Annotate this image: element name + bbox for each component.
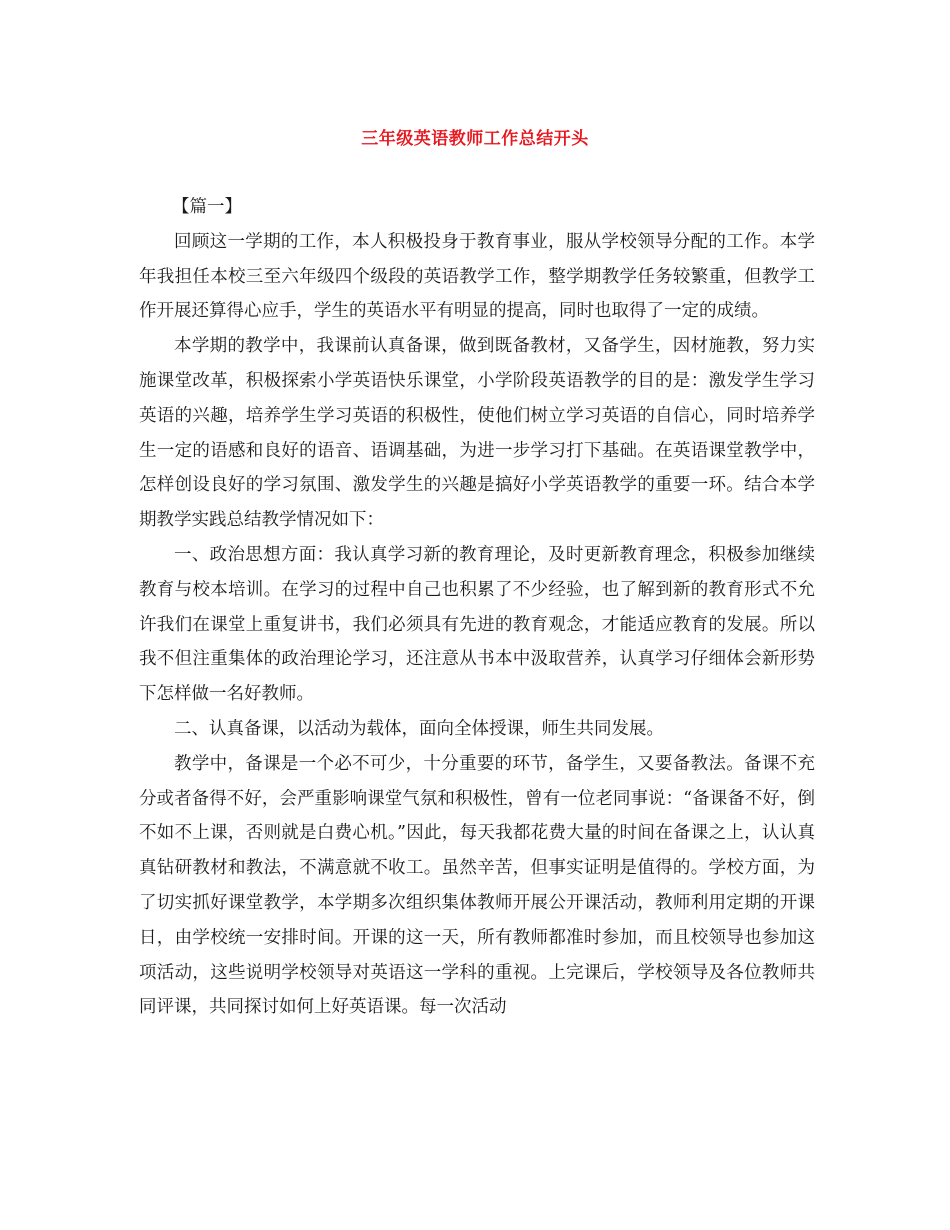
paragraph-5: 教学中，备课是一个必不可少，十分重要的环节，备学生，又要备教法。备课不充分或者备得不好，会严重影响课堂气氛和积极性，曾有一位老同事说：“备课备不好，倒不如不上课，否则就是白费心机。”因此，每天我都花费大量的时间在备课之上，认认真真钻研教材和教法，不满意就不收工。虽然辛苦，但事实证明是值得的。学校方面，为了切实抓好课堂教学，本学期多次组织集体教师开展公开课活动，教师利用定期的开课日，由学校统一安排时间。开课的这一天，所有教师都准时参加，而且校领导也参加这项活动，这些说明学校领导对英语这一学科的重视。上完课后，学校领导及各位教师共同评课，共同探讨如何上好英语课。每一次活动 <box>139 753 815 1018</box>
document-body <box>139 190 815 1025</box>
document-title: 三年级英语教师工作总结开头 <box>361 129 589 149</box>
paragraph-4: 二、认真备课，以活动为载体，面向全体授课，师生共同发展。 <box>174 718 664 739</box>
section-label: 【篇一】 <box>172 197 242 217</box>
paragraph-1: 回顾这一学期的工作，本人积极投身于教育事业，服从学校领导分配的工作。本学年我担任本校三至六年级四个级段的英语教学工作，整学期教学任务较繁重，但教学工作开展还算得心应手，学生的英语水平有明显的提高，同时也取得了一定的成绩。 <box>139 231 815 322</box>
paragraph-3: 一、政治思想方面：我认真学习新的教育理论，及时更新教育理念，积极参加继续教育与校本培训。在学习的过程中自己也积累了不少经验，也了解到新的教育形式不允许我们在课堂上重复讲书，我们必须具有先进的教育观念，才能适应教育的发展。所以我不但注重集体的政治理论学习，还注意从书本中汲取营养，认真学习仔细体会新形势下怎样做一名好教师。 <box>139 544 815 705</box>
paragraph-2: 本学期的教学中，我课前认真备课，做到既备教材，又备学生，因材施教，努力实施课堂改革，积极探索小学英语快乐课堂，小学阶段英语教学的目的是：激发学生学习英语的兴趣，培养学生学习英语的积极性，使他们树立学习英语的自信心，同时培养学生一定的语感和良好的语音、语调基础，为进一步学习打下基础。在英语课堂教学中，怎样创设良好的学习氛围、激发学生的兴趣是搞好小学英语教学的重要一环。结合本学期教学实践总结教学情况如下： <box>139 336 815 531</box>
